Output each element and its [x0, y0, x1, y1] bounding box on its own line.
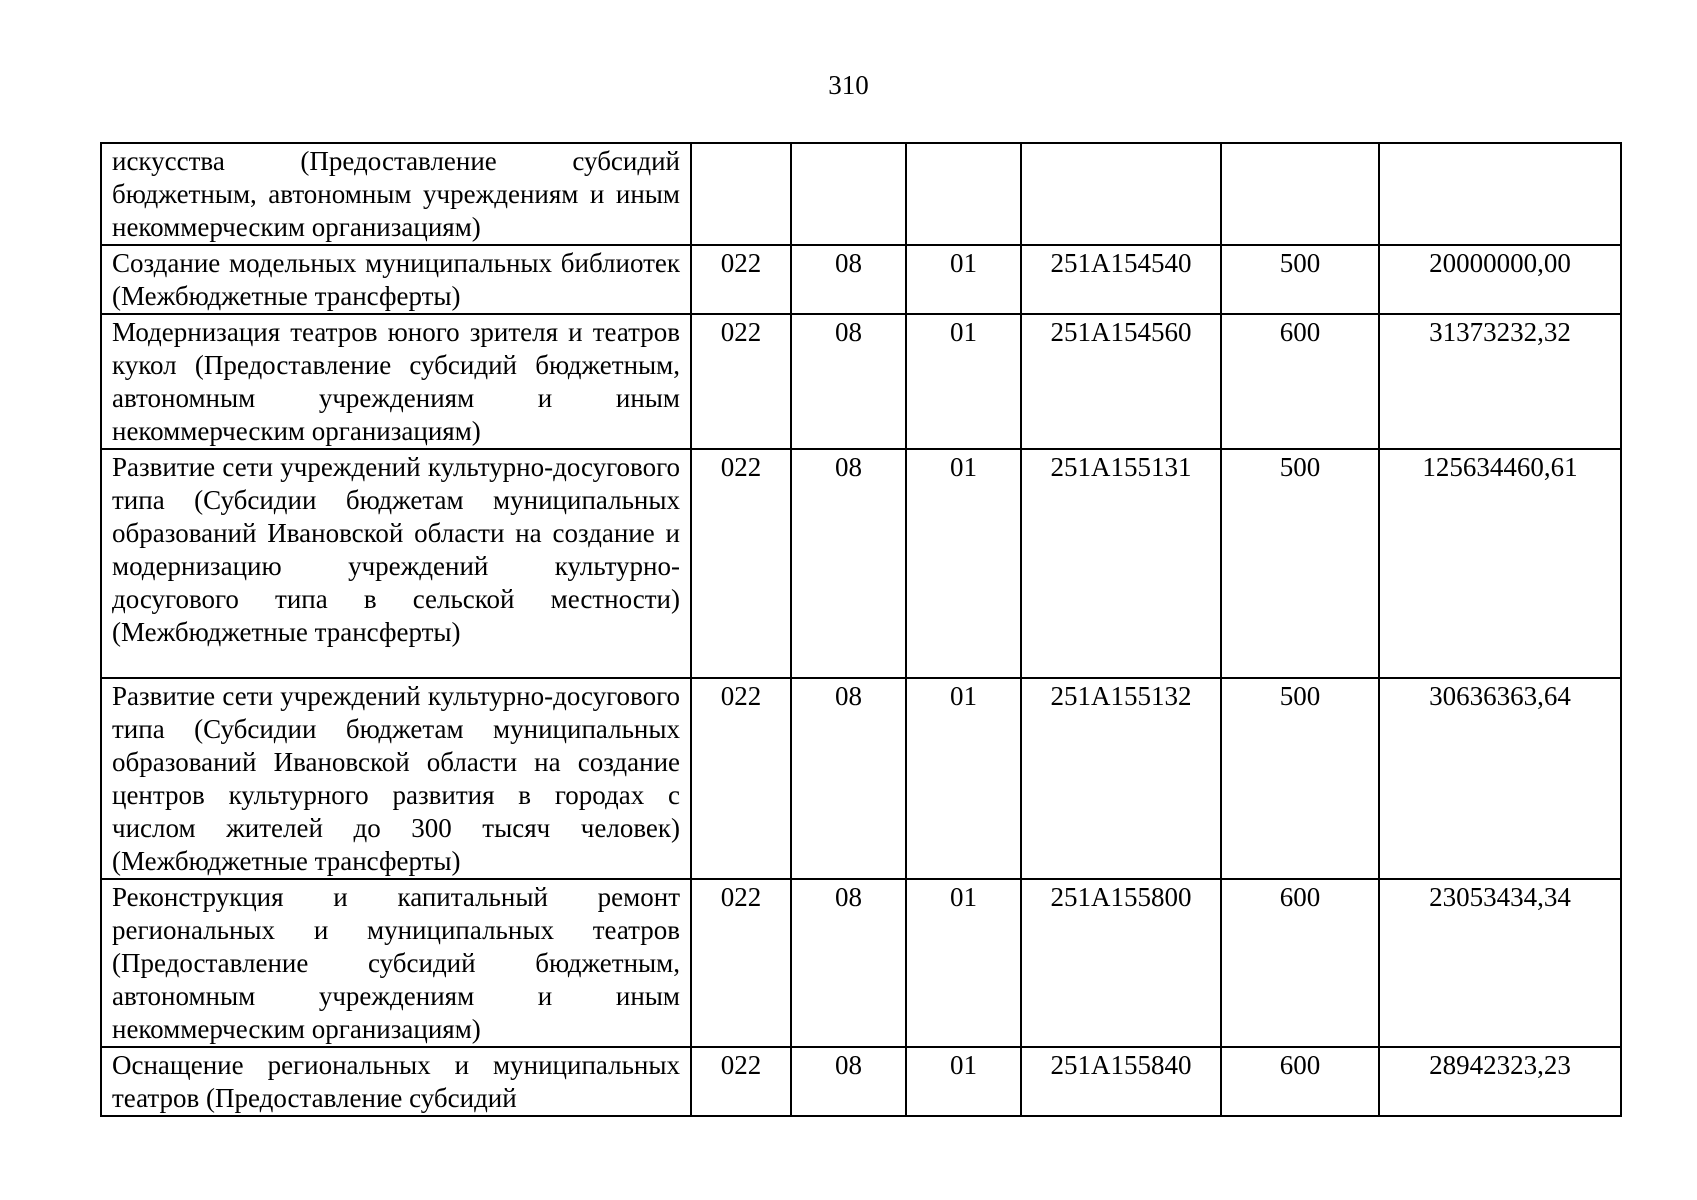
amount-cell: 125634460,61 [1379, 449, 1621, 678]
amount-cell [1379, 143, 1621, 245]
target-article-cell: 251A154560 [1021, 314, 1221, 449]
ministry-code-cell [691, 143, 791, 245]
subsection-code-cell: 01 [906, 678, 1021, 879]
ministry-code-cell: 022 [691, 1047, 791, 1116]
subsection-code-cell: 01 [906, 245, 1021, 314]
target-article-cell: 251A154540 [1021, 245, 1221, 314]
amount-cell: 23053434,34 [1379, 879, 1621, 1047]
ministry-code-cell: 022 [691, 678, 791, 879]
section-code-cell: 08 [791, 449, 906, 678]
description-cell: Развитие сети учреждений культурно-досугового типа (Субсидии бюджетам муниципальных образований Ивановской области на создание и модернизацию учреждений культурно-досугового типа в сельской местности) (Межбюджетные трансферты) [101, 449, 691, 678]
section-code-cell: 08 [791, 314, 906, 449]
amount-cell: 28942323,23 [1379, 1047, 1621, 1116]
description-cell: Модернизация театров юного зрителя и театров кукол (Предоставление субсидий бюджетным, автономным учреждениям и иным некоммерческим организациям) [101, 314, 691, 449]
table-row [101, 245, 1621, 314]
section-code-cell: 08 [791, 245, 906, 314]
table-row [101, 143, 1621, 245]
amount-cell: 30636363,64 [1379, 678, 1621, 879]
description-cell: Реконструкция и капитальный ремонт региональных и муниципальных театров (Предоставление субсидий бюджетным, автономным учреждениям и иным некоммерческим организациям) [101, 879, 691, 1047]
table-row [101, 1047, 1621, 1116]
table-row [101, 879, 1621, 1047]
amount-cell: 20000000,00 [1379, 245, 1621, 314]
section-code-cell: 08 [791, 879, 906, 1047]
subsection-code-cell: 01 [906, 449, 1021, 678]
ministry-code-cell: 022 [691, 449, 791, 678]
page-number: 310 [828, 70, 869, 100]
expense-type-cell: 600 [1221, 879, 1379, 1047]
subsection-code-cell: 01 [906, 879, 1021, 1047]
target-article-cell: 251A155840 [1021, 1047, 1221, 1116]
expense-type-cell: 500 [1221, 245, 1379, 314]
table-row [101, 314, 1621, 449]
subsection-code-cell: 01 [906, 314, 1021, 449]
target-article-cell [1021, 143, 1221, 245]
amount-cell: 31373232,32 [1379, 314, 1621, 449]
budget-table [100, 142, 1622, 1117]
table-row [101, 449, 1621, 678]
expense-type-cell: 600 [1221, 1047, 1379, 1116]
expense-type-cell: 500 [1221, 678, 1379, 879]
description-cell: Создание модельных муниципальных библиотек (Межбюджетные трансферты) [101, 245, 691, 314]
expense-type-cell [1221, 143, 1379, 245]
description-cell: Развитие сети учреждений культурно-досугового типа (Субсидии бюджетам муниципальных образований Ивановской области на создание центров культурного развития в городах с числом жителей до 300 тысяч человек) (Межбюджетные трансферты) [101, 678, 691, 879]
subsection-code-cell [906, 143, 1021, 245]
target-article-cell: 251A155132 [1021, 678, 1221, 879]
target-article-cell: 251A155800 [1021, 879, 1221, 1047]
subsection-code-cell: 01 [906, 1047, 1021, 1116]
table-row [101, 678, 1621, 879]
ministry-code-cell: 022 [691, 879, 791, 1047]
ministry-code-cell: 022 [691, 245, 791, 314]
description-cell: искусства (Предоставление субсидий бюджетным, автономным учреждениям и иным некоммерческим организациям) [101, 143, 691, 245]
section-code-cell: 08 [791, 678, 906, 879]
expense-type-cell: 500 [1221, 449, 1379, 678]
section-code-cell: 08 [791, 1047, 906, 1116]
expense-type-cell: 600 [1221, 314, 1379, 449]
section-code-cell [791, 143, 906, 245]
description-cell: Оснащение региональных и муниципальных театров (Предоставление субсидий [101, 1047, 691, 1116]
target-article-cell: 251A155131 [1021, 449, 1221, 678]
ministry-code-cell: 022 [691, 314, 791, 449]
